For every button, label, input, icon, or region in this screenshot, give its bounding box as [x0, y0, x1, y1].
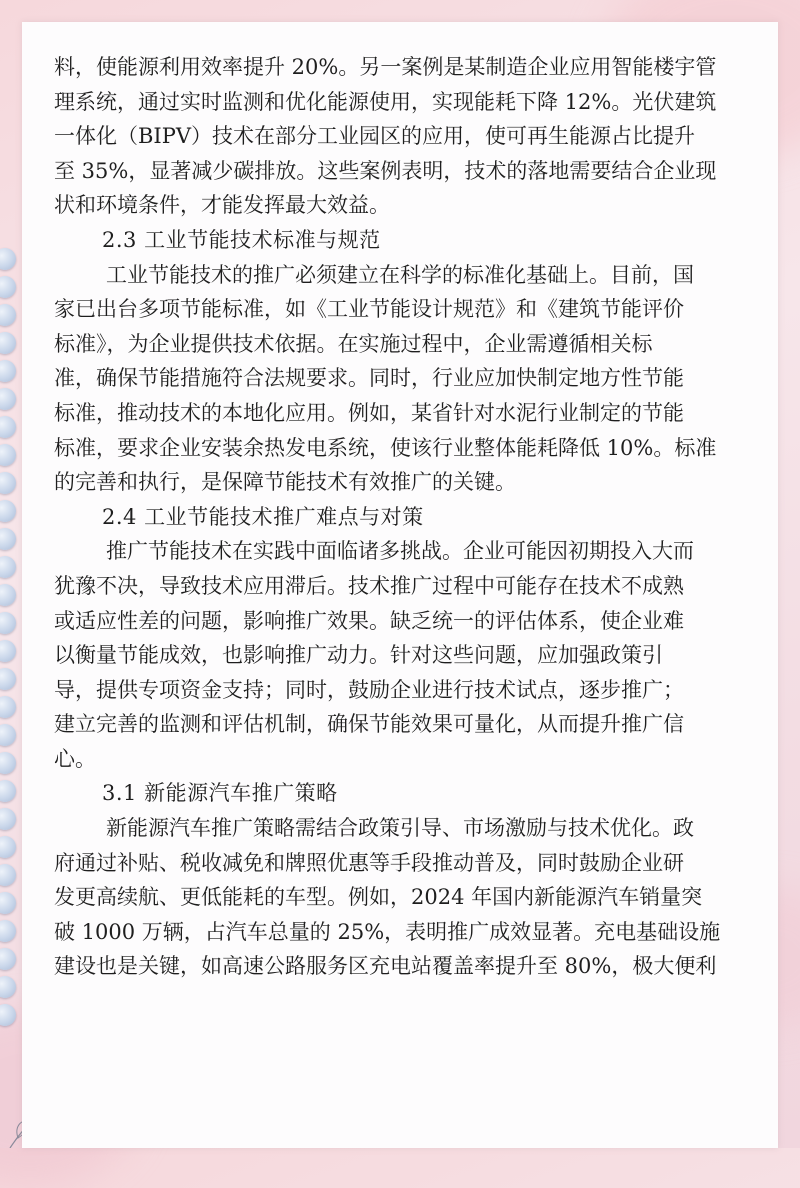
spiral-ring-icon	[0, 724, 16, 746]
paragraph-line: 建立完善的监测和评估机制，确保节能效果可量化，从而提升推广信	[54, 712, 684, 737]
paragraph-line: 准，确保节能措施符合法规要求。同时，行业应加快制定地方性节能	[54, 366, 684, 391]
section-heading: 3.1 新能源汽车推广策略	[102, 781, 338, 806]
spiral-ring-icon	[0, 248, 16, 270]
spiral-ring-icon	[0, 500, 16, 522]
spiral-ring-icon	[0, 304, 16, 326]
paragraph-line: 导，提供专项资金支持；同时，鼓励企业进行技术试点，逐步推广；	[54, 677, 684, 702]
spiral-ring-icon	[0, 640, 16, 662]
spiral-ring-icon	[0, 472, 16, 494]
paragraph-line: 破 1000 万辆，占汽车总量的 25%，表明推广成效显著。充电基础设施	[54, 919, 721, 944]
section-heading: 2.3 工业节能技术标准与规范	[102, 227, 381, 252]
spiral-ring-icon	[0, 752, 16, 774]
notebook-spiral	[0, 248, 24, 1026]
paragraph-line: 家已出台多项节能标准，如《工业节能设计规范》和《建筑节能评价	[54, 297, 684, 322]
paragraph-line: 料，使能源利用效率提升 20%。另一案例是某制造企业应用智能楼宇管	[54, 55, 717, 79]
spiral-ring-icon	[0, 696, 16, 718]
spiral-ring-icon	[0, 1004, 16, 1026]
paragraph-line: 标准，要求企业安装余热发电系统，使该行业整体能耗降低 10%。标准	[54, 435, 717, 460]
paragraph-line: 标准，推动技术的本地化应用。例如，某省针对水泥行业制定的节能	[54, 400, 684, 425]
paragraph-line: 至 35%，显著减少碳排放。这些案例表明，技术的落地需要结合企业现	[54, 158, 717, 183]
spiral-ring-icon	[0, 444, 16, 466]
spiral-ring-icon	[0, 556, 16, 578]
spiral-ring-icon	[0, 808, 16, 830]
paragraph-line: 犹豫不决，导致技术应用滞后。技术推广过程中可能存在技术不成熟	[54, 573, 684, 598]
paragraph-first-line: 工业节能技术的推广必须建立在科学的标准化基础上。目前，国	[106, 262, 694, 287]
spiral-ring-icon	[0, 388, 16, 410]
paragraph-line: 状和环境条件，才能发挥最大效益。	[54, 193, 390, 218]
section-heading: 2.4 工业节能技术推广难点与对策	[102, 504, 424, 529]
document-body	[54, 50, 748, 984]
paragraph-line: 的完善和执行，是保障节能技术有效推广的关键。	[54, 470, 516, 495]
paragraph-line: 一体化（BIPV）技术在部分工业园区的应用，使可再生能源占比提升	[54, 124, 696, 149]
spiral-ring-icon	[0, 948, 16, 970]
spiral-ring-icon	[0, 276, 16, 298]
spiral-ring-icon	[0, 892, 16, 914]
paragraph-line: 标准》，为企业提供技术依据。在实施过程中，企业需遵循相关标	[54, 331, 653, 356]
spiral-ring-icon	[0, 584, 16, 606]
spiral-ring-icon	[0, 528, 16, 550]
paragraph-first-line: 推广节能技术在实践中面临诸多挑战。企业可能因初期投入大而	[106, 539, 694, 564]
spiral-ring-icon	[0, 864, 16, 886]
paragraph-line: 府通过补贴、税收减免和牌照优惠等手段推动普及，同时鼓励企业研	[54, 850, 684, 875]
paragraph-line: 心。	[54, 746, 96, 771]
spiral-ring-icon	[0, 668, 16, 690]
paragraph-first-line: 新能源汽车推广策略需结合政策引导、市场激励与技术优化。政	[106, 816, 694, 841]
spiral-ring-icon	[0, 976, 16, 998]
spiral-ring-icon	[0, 836, 16, 858]
document-page	[22, 22, 778, 1148]
paragraph-line: 理系统，通过实时监测和优化能源使用，实现能耗下降 12%。光伏建筑	[54, 89, 717, 114]
spiral-ring-icon	[0, 360, 16, 382]
paragraph-line: 建设也是关键，如高速公路服务区充电站覆盖率提升至 80%，极大便利	[54, 954, 717, 979]
spiral-ring-icon	[0, 332, 16, 354]
spiral-ring-icon	[0, 920, 16, 942]
paragraph-line: 或适应性差的问题，影响推广效果。缺乏统一的评估体系，使企业难	[54, 608, 684, 633]
spiral-ring-icon	[0, 612, 16, 634]
paragraph-line: 发更高续航、更低能耗的车型。例如，2024 年国内新能源汽车销量突	[54, 885, 703, 910]
paragraph-line: 以衡量节能成效，也影响推广动力。针对这些问题，应加强政策引	[54, 643, 663, 668]
spiral-ring-icon	[0, 416, 16, 438]
spiral-ring-icon	[0, 780, 16, 802]
